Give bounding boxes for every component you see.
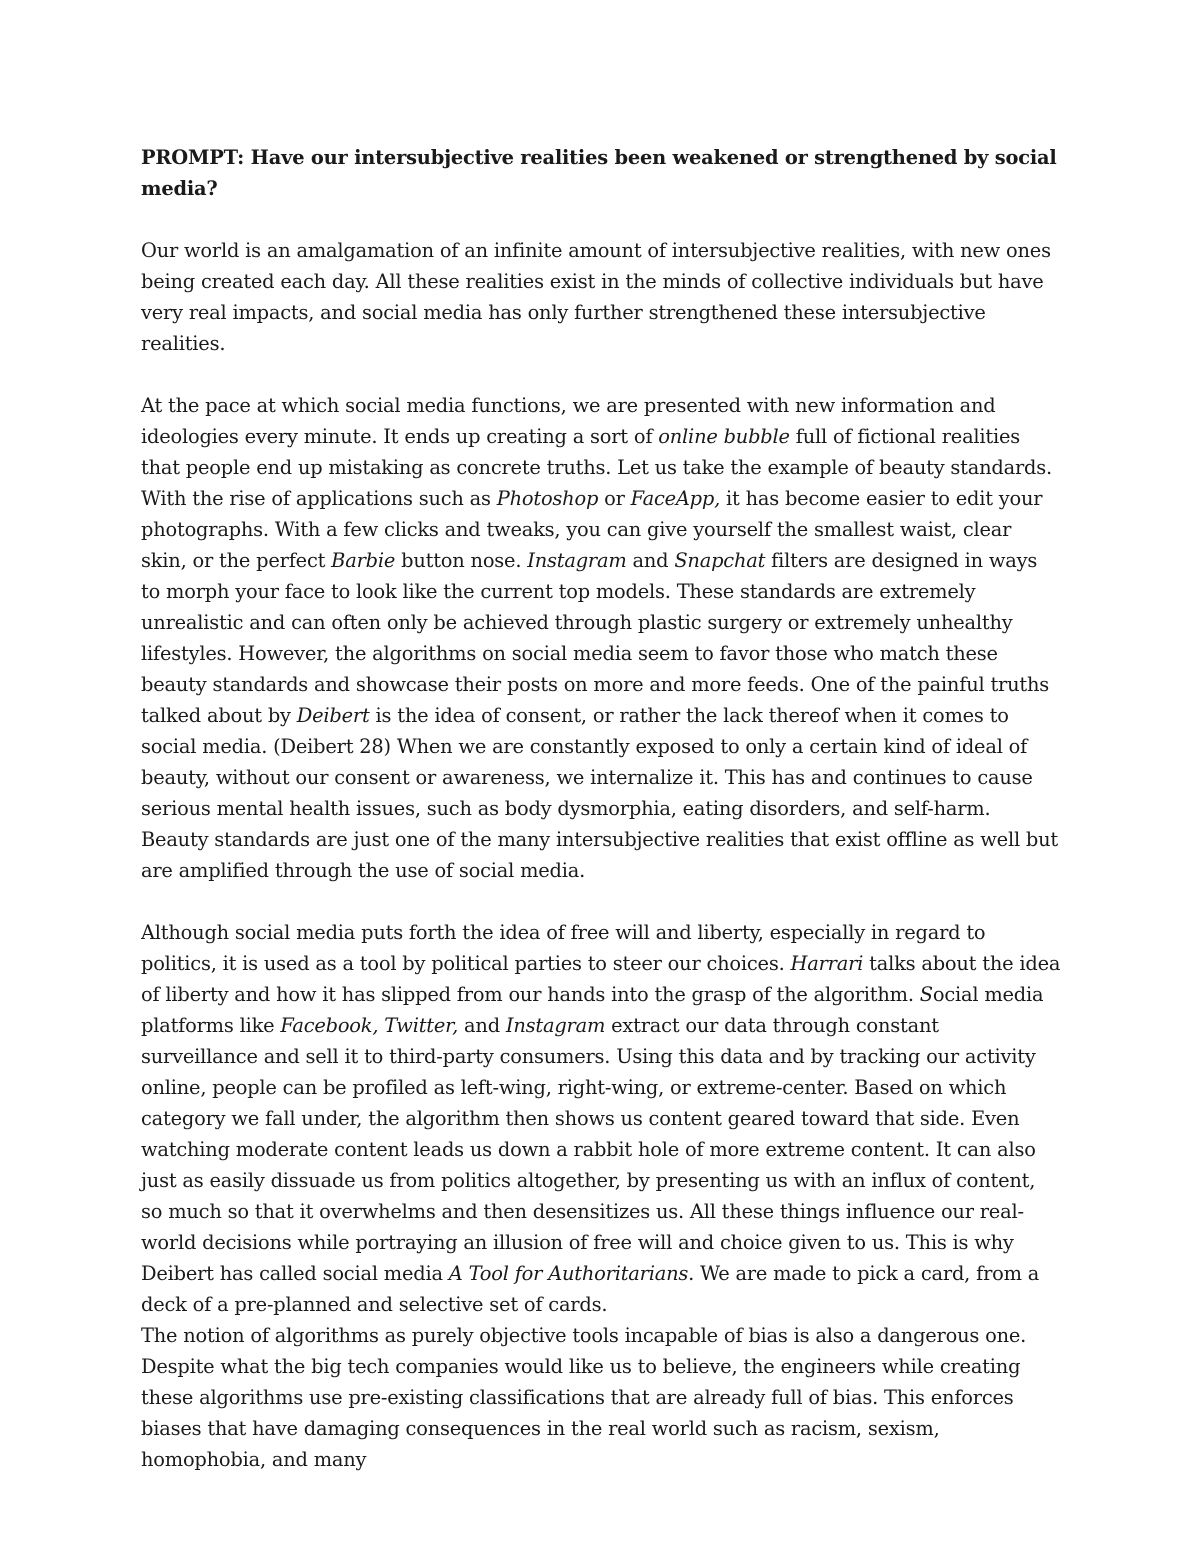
italic-term: S bbox=[919, 983, 933, 1006]
paragraph-spacer bbox=[141, 204, 1061, 235]
paragraph-algorithm-bias: The notion of algorithms as purely objective tools incapable of bias is also a dangerous one. Despite what the big tech companies would like us to believe, the engineers while creating these algorithms use pre-existing classifications that are already full of bias. This enforces biases that have damaging consequences in the real world such as racism, sexism, homophobia, and many bbox=[141, 1324, 1027, 1471]
text-run: and bbox=[458, 1014, 506, 1037]
text-run: or bbox=[598, 487, 631, 510]
document-body bbox=[141, 142, 1061, 1475]
text-run: is the idea of consent, or rather the lack thereof when it comes to social media. (Deibert 28) When we are constantly exposed to only a certain kind of ideal of beauty, without our consent or awareness, we internalize it. This has and continues to cause serious mental health issues, such as body dysmorphia, eating disorders, and self-harm. Beauty standards are just one of the many intersubjective realities that exist offline as well but are amplified through the use of social media. bbox=[141, 704, 1059, 882]
italic-term: FaceApp, bbox=[630, 487, 721, 510]
italic-term: Deibert bbox=[296, 704, 370, 727]
italic-term: Instagram bbox=[527, 549, 627, 572]
italic-term: Snapchat bbox=[674, 549, 766, 572]
text-run: extract our data through constant surveillance and sell it to third-party consumers. Using this data and by tracking our activity online, people can be profiled as left-wing, right-wing, or extreme-center. Based on which category we fall under, the algorithm then shows us content geared toward that side. Even watching moderate content leads us down a rabbit hole of more extreme content. It can also just as easily dissuade us from politics altogether, by presenting us with an influx of content, so much so that it overwhelms and then desensitizes us. All these things influence our real-world decisions while portraying an illusion of free will and choice given to us. This is why Deibert has called social media bbox=[141, 1014, 1036, 1285]
paragraph-beauty-standards bbox=[141, 390, 1061, 886]
italic-term: A Tool for Authoritarians bbox=[448, 1262, 689, 1285]
text-run: and bbox=[626, 549, 675, 572]
paragraph-politics bbox=[141, 917, 1061, 1320]
italic-term: Instagram bbox=[505, 1014, 606, 1037]
text-run: At the pace at which social media functions, we are presented with new information and ideologies every minute. It ends up creating a sort of bbox=[141, 394, 996, 448]
text-run: talks about the idea of liberty and how it has slipped from our hands into the grasp of the algorithm. bbox=[141, 952, 1061, 1006]
italic-term: Harrari bbox=[790, 952, 864, 975]
text-run: it has become easier to edit your photographs. With a few clicks and tweaks, you can give yourself the smallest waist, clear skin, or the perfect bbox=[141, 487, 1043, 572]
text-run: Although social media puts forth the idea of free will and liberty, especially in regard to politics, it is used as a tool by political parties to steer our choices. bbox=[141, 921, 986, 975]
italic-term: Photoshop bbox=[496, 487, 599, 510]
text-run: . We are made to pick a card, from a deck of a pre-planned and selective set of cards. bbox=[141, 1262, 1040, 1316]
text-run: ocial media platforms like bbox=[141, 983, 1044, 1037]
paragraph-spacer bbox=[141, 886, 1061, 917]
italic-term: online bubble bbox=[658, 425, 790, 448]
paragraph-intro: Our world is an amalgamation of an infinite amount of intersubjective realities, with new ones being created each day. All these realities exist in the minds of collective individuals but have very real impacts, and social media has only further strengthened these intersubjective realities. bbox=[141, 239, 1051, 355]
text-run: full of fictional realities that people end up mistaking as concrete truths. Let us take the example of beauty standards. With the rise of applications such as bbox=[141, 425, 1052, 510]
text-run: button nose. bbox=[395, 549, 528, 572]
italic-term: Facebook, Twitter, bbox=[280, 1014, 459, 1037]
paragraph-spacer bbox=[141, 359, 1061, 390]
text-run: filters are designed in ways to morph your face to look like the current top models. These standards are extremely unrealistic and can often only be achieved through plastic surgery or extremely unhealthy lifestyles. However, the algorithms on social media seem to favor those who match these beauty standards and showcase their posts on more and more feeds. One of the painful truths talked about by bbox=[141, 549, 1050, 727]
italic-term: Barbie bbox=[331, 549, 396, 572]
prompt-heading: PROMPT: Have our intersubjective realities been weakened or strengthened by social media? bbox=[141, 146, 1057, 200]
